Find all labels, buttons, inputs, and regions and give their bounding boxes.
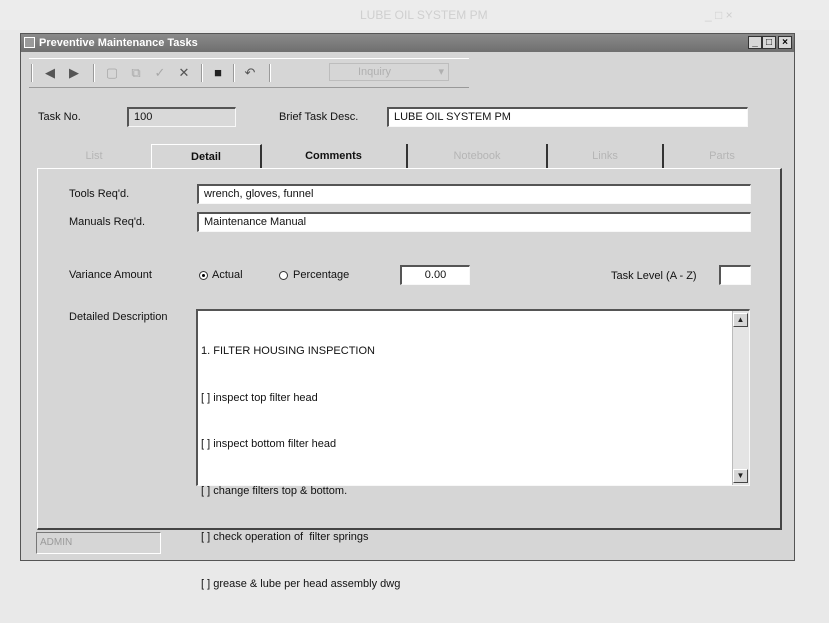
status-user: ADMIN [36, 532, 161, 554]
chevron-down-icon: ▾ [438, 66, 444, 78]
task-level-label: Task Level (A - Z) [611, 270, 697, 282]
toolbar-separator [93, 64, 95, 82]
inquiry-combo[interactable] [329, 63, 449, 81]
toolbar-separator [233, 64, 235, 82]
next-record-icon[interactable]: ▶ [69, 65, 79, 80]
actual-radio-label: Actual [212, 269, 243, 281]
undo-icon[interactable]: ↶ [244, 65, 256, 80]
ghost-window-controls: _ □ × [705, 8, 733, 22]
description-line: [ ] inspect top filter head [201, 391, 318, 404]
manuals-label: Manuals Req'd. [69, 216, 146, 228]
new-record-icon[interactable]: ▢ [105, 65, 119, 80]
inquiry-combo-label: Inquiry [358, 66, 392, 78]
description-label: Detailed Description [69, 311, 168, 323]
toolbar-separator [269, 64, 271, 82]
brief-desc-label: Brief Task Desc. [279, 111, 359, 123]
description-text [201, 313, 729, 623]
tab-parts[interactable]: Parts [709, 150, 735, 162]
ghost-title-text: LUBE OIL SYSTEM PM [360, 8, 488, 22]
tab-notebook[interactable]: Notebook [408, 144, 548, 168]
previous-record-icon[interactable]: ◀ [45, 65, 55, 80]
minimize-button[interactable]: _ [748, 36, 762, 49]
manuals-field[interactable]: Maintenance Manual [197, 212, 751, 232]
tools-field[interactable]: wrench, gloves, funnel [197, 184, 751, 204]
copy-record-icon[interactable]: ⧉ [131, 65, 141, 80]
toolbar [29, 58, 469, 88]
toolbar-separator [201, 64, 203, 82]
variance-amount-field[interactable]: 0.00 [400, 265, 470, 285]
maximize-button[interactable]: □ [762, 36, 776, 49]
delete-record-icon[interactable]: ✕ [178, 65, 190, 80]
variance-label: Variance Amount [69, 269, 152, 281]
brief-desc-field[interactable]: LUBE OIL SYSTEM PM [387, 107, 748, 127]
tab-links[interactable]: Links [548, 144, 664, 168]
tab-comments[interactable]: Comments [261, 144, 408, 168]
app-icon [24, 37, 35, 48]
task-no-label: Task No. [38, 111, 81, 123]
edit-record-icon[interactable]: ✓ [154, 65, 166, 80]
tools-label: Tools Req'd. [69, 188, 130, 200]
title-bar[interactable] [21, 34, 794, 52]
task-no-field[interactable]: 100 [127, 107, 236, 127]
scroll-down-icon[interactable]: ▼ [733, 469, 748, 483]
percentage-radio[interactable] [279, 271, 288, 280]
close-button[interactable]: × [778, 36, 792, 49]
actual-radio[interactable] [199, 271, 208, 280]
maintenance-window [20, 33, 795, 590]
task-level-field[interactable] [719, 265, 751, 285]
description-scrollbar[interactable] [732, 311, 749, 485]
description-line: [ ] inspect bottom filter head [201, 438, 337, 450]
save-icon[interactable]: ■ [214, 65, 222, 80]
toolbar-separator [31, 64, 33, 82]
percentage-radio-label: Percentage [293, 269, 350, 281]
description-line: 1. FILTER HOUSING INSPECTION [201, 345, 375, 357]
tab-list[interactable]: List [85, 150, 103, 162]
tab-detail[interactable]: Detail [151, 144, 262, 169]
description-textarea[interactable] [196, 309, 750, 590]
scroll-up-icon[interactable]: ▲ [733, 313, 748, 327]
description-line: [ ] grease & lube per head assembly dwg [201, 577, 401, 590]
description-line: [ ] check operation of filter springs [201, 531, 369, 543]
tab-strip [37, 144, 782, 168]
window-title: Preventive Maintenance Tasks [39, 37, 198, 49]
description-line: [ ] change filters top & bottom. [201, 484, 348, 497]
